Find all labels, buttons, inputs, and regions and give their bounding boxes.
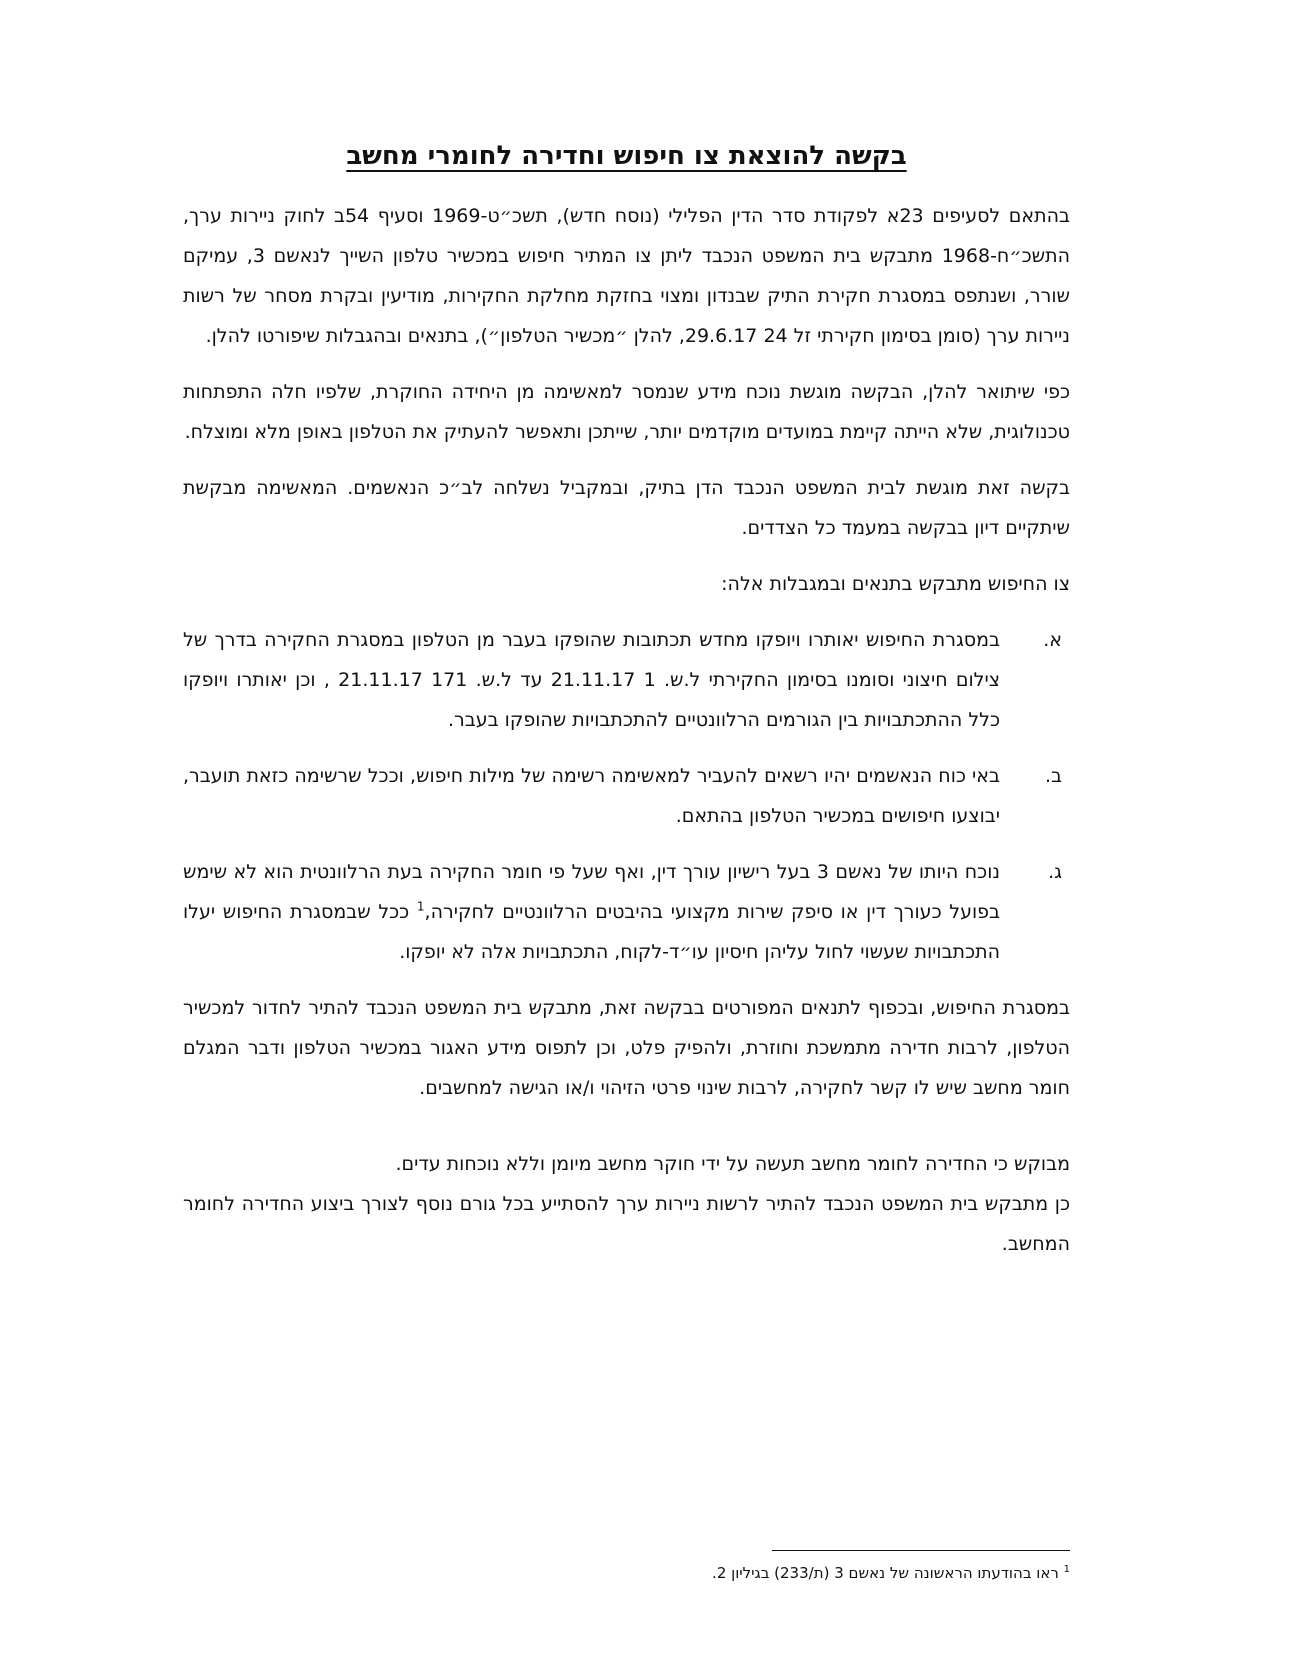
paragraph-examiner: מבוקש כי החדירה לחומר מחשב תעשה על ידי חוקר מחשב מיומן וללא נוכחות עדים. [395, 1153, 1070, 1175]
conditions-list [183, 620, 1070, 972]
list-marker: ב. [1044, 765, 1062, 787]
paragraph-assistance: כן מתבקש בית המשפט הנכבד להתיר לרשות ניירות ערך להסתייע בכל גורם נוסף לצורך ביצוע החדירה לחומר המחשב. [183, 1193, 1070, 1255]
list-item-text-after: ככל שבמסגרת החיפוש יעלו התכתבויות שעשוי לחול עליהן חיסיון עו״ד-לקוח, התכתבויות אלה לא יופקו. [183, 901, 1000, 963]
paragraph-submission: בקשה זאת מוגשת לבית המשפט הנכבד הדן בתיק, ובמקביל נשלחה לב״כ הנאשמים. המאשימה מבקשת שיתקיים דיון בבקשה במעמד כל הצדדים. [183, 477, 1070, 539]
paragraph-legal-basis: בהתאם לסעיפים 23א לפקודת סדר הדין הפלילי (נוסח חדש), תשכ״ט-1969 וסעיף 54ב לחוק ניירות ערך, התשכ״ח-1968 מתבקש בית המשפט הנכבד ליתן צו המתיר חיפוש במכשיר טלפון השייך לנאשם 3, עמיקם שורר, ושנתפס במסגרת חקירת התיק שבנדון ומצוי בחזקת מחלקת החקירות, מודיעין ובקרת מסחר של רשות ניירות ערך (סומן בסימון חקירתי זל 24 29.6.17, להלן ״מכשיר הטלפון״), בתנאים ובהגבלות שיפורטו להלן. [183, 205, 1071, 347]
list-marker: ג. [1048, 861, 1062, 883]
document-title: בקשה להוצאת צו חיפוש וחדירה לחומרי מחשב [346, 141, 907, 171]
footnote-reference[interactable]: 1 [416, 899, 425, 914]
footnote-number: 1 [1063, 1564, 1070, 1575]
list-item-text [183, 852, 1000, 972]
footnote-text: ראו בהודעתו הראשונה של נאשם 3 (ת/233) בגיליון 2. [712, 1564, 1059, 1582]
footnote [183, 1560, 1070, 1586]
list-item [183, 756, 1070, 836]
paragraph-technology-development: כפי שיתואר להלן, הבקשה מוגשת נוכח מידע שנמסר למאשימה מן היחידה החוקרת, שלפיו חלה התפתחות טכנולוגית, שלא הייתה קיימת במועדים מוקדמים יותר, שייתכן ותאפשר להעתיק את הטלפון באופן מלא ומוצלח. [183, 381, 1070, 443]
paragraph-conditions-intro: צו החיפוש מתבקש בתנאים ובמגבלות אלה: [721, 573, 1070, 595]
list-item-text: במסגרת החיפוש יאותרו ויופקו מחדש תכתובות שהופקו בעבר מן הטלפון במסגרת החקירה בדרך של צילום חיצוני וסומנו בסימון החקירתי ל.ש. 1 21.11.17 עד ל.ש. 171 21.11.17 , וכן יאותרו ויופקו כלל ההתכתבויות בין הגורמים הרלוונטיים להתכתבויות שהופקו בעבר. [183, 629, 1000, 731]
list-item [183, 620, 1070, 740]
list-item-text-before: נוכח היותו של נאשם 3 בעל רישיון עורך דין, ואף שעל פי חומר החקירה בעת הרלוונטית הוא לא שימש בפועל כעורך דין או סיפק שירות מקצועי בהיבטים הרלוונטיים לחקירה, [183, 861, 1000, 923]
document-body [183, 136, 1070, 1264]
list-item-text: באי כוח הנאשמים יהיו רשאים להעביר למאשימה רשימה של מילות חיפוש, וככל שרשימה כזאת תועבר, יבוצעו חיפושים במכשיר הטלפון בהתאם. [183, 765, 1000, 827]
closing-section [183, 1144, 1070, 1264]
paragraph-intrusion-request: במסגרת החיפוש, ובכפוף לתנאים המפורטים בבקשה זאת, מתבקש בית המשפט הנכבד להתיר לחדור למכשיר הטלפון, לרבות חדירה מתמשכת וחוזרת, ולהפיק פלט, וכן לתפוס מידע האגור במכשיר הטלפון ודבר המגלם חומר מחשב שיש לו קשר לחקירה, לרבות שינוי פרטי הזיהוי ו/או הגישה למחשבים. [183, 997, 1070, 1099]
list-marker: א. [1043, 629, 1062, 651]
footnote-divider [772, 1550, 1070, 1551]
list-item [183, 852, 1070, 972]
spacer [183, 1124, 1070, 1144]
